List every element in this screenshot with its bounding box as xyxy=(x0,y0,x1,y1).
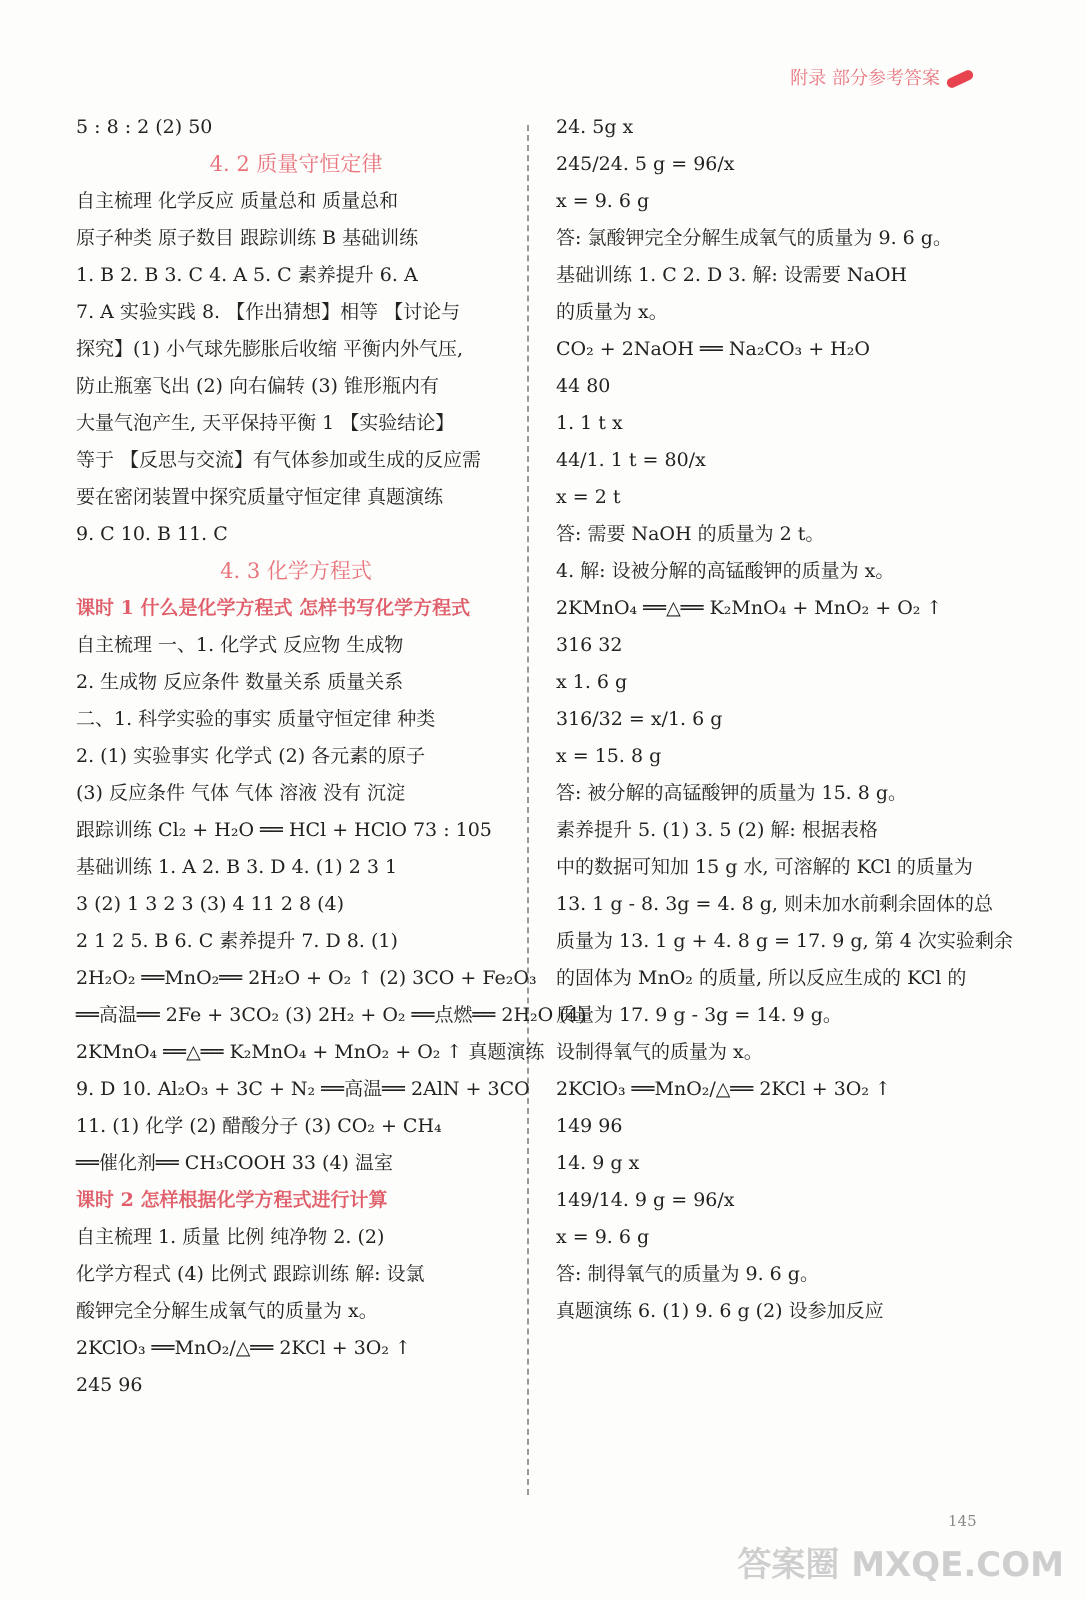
left-line: 课时 1 什么是化学方程式 怎样书写化学方程式 xyxy=(76,597,471,619)
right-line: 答: 被分解的高锰酸钾的质量为 15. 8 g。 xyxy=(556,782,908,804)
left-line: 2KClO₃ ══MnO₂/△══ 2KCl + 3O₂ ↑ xyxy=(76,1337,411,1359)
right-line: 149/14. 9 g = 96/x xyxy=(556,1189,735,1211)
right-line: 中的数据可知加 15 g 水, 可溶解的 KCl 的质量为 xyxy=(556,856,973,878)
left-line: 2. (1) 实验事实 化学式 (2) 各元素的原子 xyxy=(76,745,426,767)
left-line: 探究】(1) 小气球先膨胀后收缩 平衡内外气压, xyxy=(76,338,464,360)
right-line: 14. 9 g x xyxy=(556,1152,640,1174)
left-line: 2. 生成物 反应条件 数量关系 质量关系 xyxy=(76,671,404,693)
right-line: 44/1. 1 t = 80/x xyxy=(556,449,706,471)
left-line: (3) 反应条件 气体 气体 溶液 没有 沉淀 xyxy=(76,782,406,804)
left-line: 基础训练 1. A 2. B 3. D 4. (1) 2 3 1 xyxy=(76,856,398,878)
left-line: 大量气泡产生, 天平保持平衡 1 【实验结论】 xyxy=(76,412,455,434)
column-divider xyxy=(527,125,529,1495)
right-line: 基础训练 1. C 2. D 3. 解: 设需要 NaOH xyxy=(556,264,907,286)
left-line: 9. C 10. B 11. C xyxy=(76,523,228,545)
right-line: x = 2 t xyxy=(556,486,621,508)
right-line: x = 9. 6 g xyxy=(556,1226,650,1248)
right-line: 2KMnO₄ ══△══ K₂MnO₄ + MnO₂ + O₂ ↑ xyxy=(556,597,943,619)
left-line: 2 1 2 5. B 6. C 素养提升 7. D 8. (1) xyxy=(76,930,398,952)
left-line: 9. D 10. Al₂O₃ + 3C + N₂ ══高温══ 2AlN + 3CO xyxy=(76,1078,530,1100)
right-line: 2KClO₃ ══MnO₂/△══ 2KCl + 3O₂ ↑ xyxy=(556,1078,891,1100)
left-line: 防止瓶塞飞出 (2) 向右偏转 (3) 锥形瓶内有 xyxy=(76,375,439,397)
page-header: 附录 部分参考答案 xyxy=(790,64,974,90)
right-line: 149 96 xyxy=(556,1115,623,1137)
right-line: 4. 解: 设被分解的高锰酸钾的质量为 x。 xyxy=(556,560,895,582)
left-line: 自主梳理 化学反应 质量总和 质量总和 xyxy=(76,190,399,212)
right-line: 1. 1 t x xyxy=(556,412,623,434)
right-line: 质量为 13. 1 g + 4. 8 g = 17. 9 g, 第 4 次实验剩余 xyxy=(556,930,1013,952)
left-line: 等于 【反思与交流】有气体参加或生成的反应需 xyxy=(76,449,482,471)
right-line: 24. 5g x xyxy=(556,116,634,138)
left-line: 课时 2 怎样根据化学方程式进行计算 xyxy=(76,1189,388,1211)
left-line: 5 : 8 : 2 (2) 50 xyxy=(76,116,213,138)
left-line: 化学方程式 (4) 比例式 跟踪训练 解: 设氯 xyxy=(76,1263,425,1285)
left-line: 酸钾完全分解生成氧气的质量为 x。 xyxy=(76,1300,378,1322)
left-line: 二、1. 科学实验的事实 质量守恒定律 种类 xyxy=(76,708,436,730)
right-line: CO₂ + 2NaOH ══ Na₂CO₃ + H₂O xyxy=(556,338,870,360)
left-line: 自主梳理 1. 质量 比例 纯净物 2. (2) xyxy=(76,1226,385,1248)
left-line: 4. 3 化学方程式 xyxy=(220,559,372,583)
right-line: 答: 氯酸钾完全分解生成氧气的质量为 9. 6 g。 xyxy=(556,227,952,249)
left-line: ══催化剂══ CH₃COOH 33 (4) 温室 xyxy=(76,1152,393,1174)
right-line: 13. 1 g - 8. 3g = 4. 8 g, 则未加水前剩余固体的总 xyxy=(556,893,994,915)
left-line: 11. (1) 化学 (2) 醋酸分子 (3) CO₂ + CH₄ xyxy=(76,1115,442,1137)
left-line: 自主梳理 一、1. 化学式 反应物 生成物 xyxy=(76,634,404,656)
right-line: 的固体为 MnO₂ 的质量, 所以反应生成的 KCl 的 xyxy=(556,967,967,989)
pen-icon xyxy=(945,69,975,90)
left-line: 245 96 xyxy=(76,1374,143,1396)
left-line: 7. A 实验实践 8. 【作出猜想】相等 【讨论与 xyxy=(76,301,461,323)
right-line: x = 9. 6 g xyxy=(556,190,650,212)
right-line: 316 32 xyxy=(556,634,623,656)
left-line: 1. B 2. B 3. C 4. A 5. C 素养提升 6. A xyxy=(76,264,418,286)
watermark: 答案圈 MXQE.COM xyxy=(737,1545,1064,1585)
right-line: 质量为 17. 9 g - 3g = 14. 9 g。 xyxy=(556,1004,842,1026)
right-line: 245/24. 5 g = 96/x xyxy=(556,153,735,175)
left-line: 3 (2) 1 3 2 3 (3) 4 11 2 8 (4) xyxy=(76,893,345,915)
page-number: 145 xyxy=(948,1512,977,1530)
left-line: 2KMnO₄ ══△══ K₂MnO₄ + MnO₂ + O₂ ↑ 真题演练 xyxy=(76,1041,545,1063)
right-line: x = 15. 8 g xyxy=(556,745,662,767)
left-line: 跟踪训练 Cl₂ + H₂O ══ HCl + HClO 73 : 105 xyxy=(76,819,492,841)
left-line: 原子种类 原子数目 跟踪训练 B 基础训练 xyxy=(76,227,419,249)
right-line: 真题演练 6. (1) 9. 6 g (2) 设参加反应 xyxy=(556,1300,884,1322)
right-column xyxy=(556,110,1013,1331)
right-line: 设制得氧气的质量为 x。 xyxy=(556,1041,763,1063)
left-line: 4. 2 质量守恒定律 xyxy=(209,152,383,176)
right-line: 素养提升 5. (1) 3. 5 (2) 解: 根据表格 xyxy=(556,819,878,841)
right-line: 44 80 xyxy=(556,375,611,397)
left-line: 2H₂O₂ ══MnO₂══ 2H₂O + O₂ ↑ (2) 3CO + Fe₂O₃ xyxy=(76,967,537,989)
right-line: 答: 需要 NaOH 的质量为 2 t。 xyxy=(556,523,825,545)
right-line: 答: 制得氧气的质量为 9. 6 g。 xyxy=(556,1263,819,1285)
left-line: 要在密闭装置中探究质量守恒定律 真题演练 xyxy=(76,486,444,508)
right-line: 316/32 = x/1. 6 g xyxy=(556,708,723,730)
right-line: x 1. 6 g xyxy=(556,671,628,693)
left-line: ══高温══ 2Fe + 3CO₂ (3) 2H₂ + O₂ ══点燃══ 2H₂O (4) xyxy=(76,1004,587,1026)
right-line: 的质量为 x。 xyxy=(556,301,668,323)
